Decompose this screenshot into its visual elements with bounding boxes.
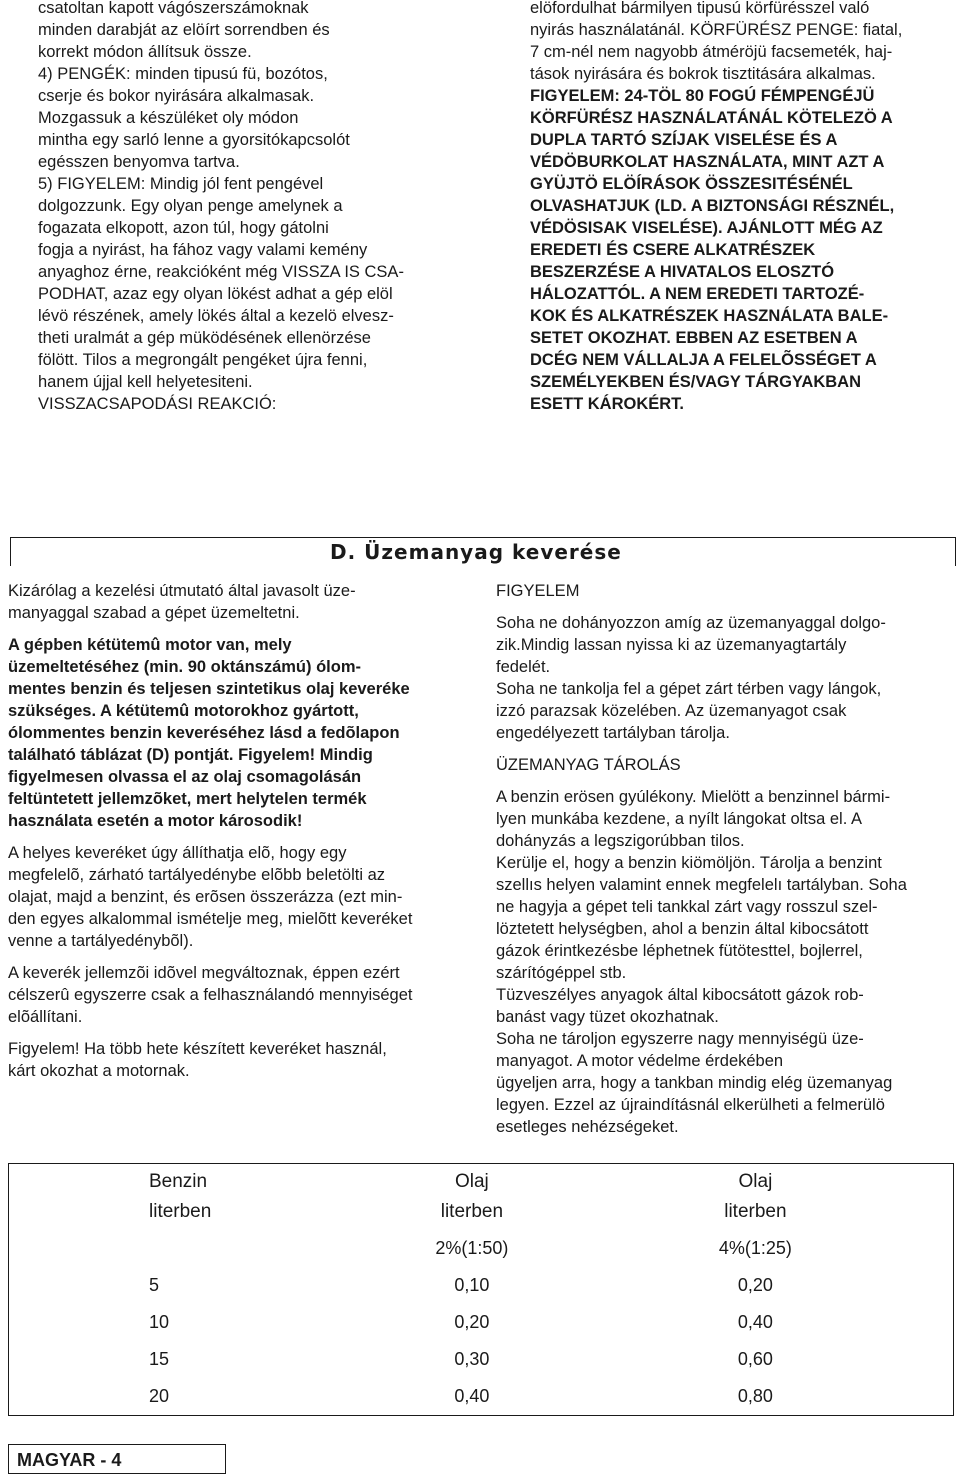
text-line: HÁLOZATTÓL. A NEM EREDETI TARTOZÉ- (530, 285, 865, 303)
text-line: használata esetén a motor károsodik! (8, 812, 303, 830)
paragraph-gap (496, 744, 946, 754)
text-line: PODHAT, azaz egy olyan lökést adhat a gép elöl (38, 285, 393, 303)
text-line: csatoltan kapott vágószerszámoknak (38, 0, 309, 17)
text-line: FIGYELEM: 24-TÖL 80 FOGÚ FÉMPENGÉJÜ (530, 87, 875, 105)
text-line: ólommentes benzin keveréséhez lásd a fedõlapon (8, 724, 400, 742)
text-line: fölött. Tilos a megrongált pengéket újra fenni, (38, 351, 368, 369)
text-line: olajat, majd a benzint, és erõsen összerázza (ezt min- (8, 888, 403, 906)
table-cell: 10 (149, 1312, 170, 1332)
text-line: zik.Mindig lassan nyissa ki az üzemanyagtartály (496, 636, 847, 654)
text-line: minden darabját az elöírt sorrendben és (38, 21, 330, 39)
text-line: hanem újjal kell helyetesiteni. (38, 373, 253, 391)
page-footer-label: MAGYAR - 4 (8, 1444, 226, 1474)
text-line: OLVASHATJUK (LD. A BIZTONSÁGI RÉSZNÉL, (530, 197, 895, 215)
text-line: gázok érintkezésbe léphetnek fütötesttel, bojlerrel, (496, 942, 863, 960)
text-line: üzemeltetéséhez (min. 90 oktánszámú) ólom- (8, 658, 362, 676)
text-column-top-left (38, 0, 478, 415)
text-line: szellıs helyen valamint ennek megfelelı tartályban. Soha (496, 876, 907, 894)
text-line: VÉDÖBURKOLAT HASZNÁLATA, MINT AZT A (530, 153, 885, 171)
text-line: korrekt módon állítsuk össze. (38, 43, 252, 61)
text-line: EREDETI ÉS CSERE ALKATRÉSZEK (530, 241, 816, 259)
text-line: ne hagyja a gépet teli tankkal zárt vagy rosszul szel- (496, 898, 878, 916)
text-line: Soha ne tankolja fel a gépet zárt térben vagy lángok, (496, 680, 882, 698)
text-line: feltüntetett jellemzõket, mert helytelen termék (8, 790, 367, 808)
table-cell (9, 1230, 386, 1267)
text-line: manyagot. A motor védelme érdekében (496, 1052, 784, 1070)
text-line: A keverék jellemzõi idõvel megváltoznak, éppen ezért (8, 964, 400, 982)
text-line: BESZERZÉSE A HIVATALOS ELOSZTÓ (530, 263, 835, 281)
text-line: SZEMÉLYEKBEN ÉS/VAGY TÁRGYAKBAN (530, 373, 861, 391)
text-line: KOK ÉS ALKATRÉSZEK HASZNÁLATA BALE- (530, 307, 889, 325)
text-line: lévö részének, amely lökés által a kezelö elvesz- (38, 307, 394, 325)
text-line: ESETT KÁROKÉRT. (530, 395, 685, 413)
text-line: fogja a nyirást, ha fához vagy valami kemény (38, 241, 368, 259)
text-line: Figyelem! Ha több hete készített keveréket használ, (8, 1040, 387, 1058)
text-line: VISSZACSAPODÁSI REAKCIÓ: (38, 395, 277, 413)
paragraph-gap (8, 1028, 478, 1038)
text-line: elöfordulhat bármilyen tipusú körfürésszel való (530, 0, 870, 17)
text-line: tások nyirására és bokrok tisztitására alkalmas. (530, 65, 876, 83)
text-line: nyirás használatánál. KÖRFÜRÉSZ PENGE: fiatal, (530, 21, 903, 39)
table-cell: 0,10 (454, 1275, 490, 1295)
text-line: Soha ne dohányozzon amíg az üzemanyaggal dolgo- (496, 614, 886, 632)
text-line: dolgozzunk. Egy olyan penge amelynek a (38, 197, 343, 215)
text-line: mintha egy sarló lenne a gyorsitókapcsolót (38, 131, 350, 149)
text-line: löztetett helységben, ahol a benzin által kibocsátott (496, 920, 869, 938)
text-line: ügyeljen arra, hogy a tankban mindig elég üzemanyag (496, 1074, 893, 1092)
text-line: 7 cm-nél nem nagyobb átméröjü facsemeték, haj- (530, 43, 893, 61)
text-line: SETET OKOZHAT. EBBEN AZ ESETBEN A (530, 329, 858, 347)
paragraph-gap (496, 776, 946, 786)
text-line: Soha ne tároljon egyszerre nagy mennyiségü üze- (496, 1030, 864, 1048)
text-line: engedélyezett tartályban tárolja. (496, 724, 730, 742)
table-row (9, 1341, 954, 1378)
text-column-top-right (530, 0, 950, 415)
text-line: egésszen benyomva tartva. (38, 153, 240, 171)
paragraph-gap (8, 952, 478, 962)
text-line: DCÉG NEM VÁLLALJA A FELELÕSSÉGET A (530, 351, 877, 369)
text-line: fogazata elkopott, azon túl, hogy gátolni (38, 219, 329, 237)
table-header-row (9, 1164, 954, 1231)
table-cell: 15 (149, 1349, 170, 1369)
table-cell: 2%(1:50) (435, 1238, 509, 1258)
text-line: anyaghoz érne, reakcióként még VISSZA IS CSA- (38, 263, 404, 281)
text-line: célszerû egyszerre csak a felhasználandó mennyiséget (8, 986, 413, 1004)
table-ratio-row (9, 1230, 954, 1267)
text-line: esetleges nehézségeket. (496, 1118, 679, 1136)
text-line: manyaggal szabad a gépet üzemeltetni. (8, 604, 300, 622)
text-line: A gépben kétütemû motor van, mely (8, 636, 292, 654)
text-line: mentes benzin és teljesen szintetikus olaj keveréke (8, 680, 410, 698)
text-line: izzó parazsak közelében. Az üzemanyagot csak (496, 702, 847, 720)
table-cell: 0,20 (737, 1275, 773, 1295)
header-cell-petrol: Benzin literben (149, 1171, 212, 1222)
text-line: dohányzás a legszigorúbban tilos. (496, 832, 745, 850)
table-cell: 4%(1:25) (718, 1238, 792, 1258)
table-cell: 20 (149, 1386, 170, 1406)
paragraph-gap (8, 624, 478, 634)
text-line: 4) PENGÉK: minden tipusú fü, bozótos, (38, 65, 328, 83)
text-line: den egyes alkalommal ismételje meg, mielõtt keveréket (8, 910, 413, 928)
text-line: Tüzveszélyes anyagok által kibocsátott gázok rob- (496, 986, 864, 1004)
paragraph-gap (8, 832, 478, 842)
text-line: Mozgassuk a készüléket oly módon (38, 109, 299, 127)
table-cell: 5 (149, 1275, 160, 1295)
text-line: venne a tartályedénybõl). (8, 932, 194, 950)
text-line: cserje és bokor nyirására alkalmasak. (38, 87, 315, 105)
text-line: GYÜJTÖ ELÖÍRÁSOK ÖSSZESITÉSÉNÉL (530, 175, 853, 193)
text-line: A benzin erösen gyúlékony. Mielött a benzinnel bármi- (496, 788, 891, 806)
table-row (9, 1378, 954, 1416)
text-line: kárt okozhat a motornak. (8, 1062, 190, 1080)
fuel-mix-table (8, 1163, 954, 1416)
text-line: ÜZEMANYAG TÁROLÁS (496, 756, 681, 774)
text-line: szükséges. A kétütemû motorokhoz gyártott, (8, 702, 359, 720)
table-cell: 0,80 (737, 1386, 773, 1406)
table-row (9, 1267, 954, 1304)
text-line: szárítógéppel stb. (496, 964, 627, 982)
text-line: legyen. Ezzel az újraindításnál elkerülheti a felmerülö (496, 1096, 885, 1114)
text-line: található táblázat (D) pontját. Figyelem! Mindig (8, 746, 373, 764)
text-column-fuel-mixing (8, 580, 478, 1082)
table-row (9, 1304, 954, 1341)
text-line: FIGYELEM (496, 582, 580, 600)
text-line: figyelmesen olvassa el az olaj csomagolásán (8, 768, 362, 786)
header-cell-oil-2: Olaj literben (440, 1171, 504, 1222)
text-line: elõállítani. (8, 1008, 83, 1026)
text-line: fedelét. (496, 658, 551, 676)
table-cell: 0,30 (454, 1349, 490, 1369)
text-column-fuel-storage (496, 580, 946, 1138)
text-line: DUPLA TARTÓ SZÍJAK VISELÉSE ÉS A (530, 131, 838, 149)
text-line: Kerülje el, hogy a benzin kiömöljön. Tárolja a benzint (496, 854, 882, 872)
text-line: lyen munkába kezdene, a nyílt lángokat oltsa el. A (496, 810, 862, 828)
paragraph-gap (496, 602, 946, 612)
text-line: megfelelõ, zárható tartályedénybe elõbb beletölti az (8, 866, 385, 884)
table-cell: 0,40 (454, 1386, 490, 1406)
header-cell-oil-4: Olaj literben (724, 1171, 787, 1222)
text-line: A helyes keveréket úgy állíthatja elõ, hogy egy (8, 844, 347, 862)
text-line: KÖRFÜRÉSZ HASZNÁLATÁNÁL KÖTELEZÖ A (530, 109, 893, 127)
text-line: banást vagy tüzet okozhatnak. (496, 1008, 719, 1026)
table-cell: 0,40 (737, 1312, 773, 1332)
text-line: 5) FIGYELEM: Mindig jól fent pengével (38, 175, 324, 193)
section-title: D. Üzemanyag keverése (330, 540, 622, 564)
text-line: VÉDÖSISAK VISELÉSE). AJÁNLOTT MÉG AZ (530, 219, 883, 237)
table-cell: 0,60 (737, 1349, 773, 1369)
text-line: Kizárólag a kezelési útmutató által javasolt üze- (8, 582, 356, 600)
table-cell: 0,20 (454, 1312, 490, 1332)
text-line: theti uralmát a gép müködésének ellenörzése (38, 329, 371, 347)
